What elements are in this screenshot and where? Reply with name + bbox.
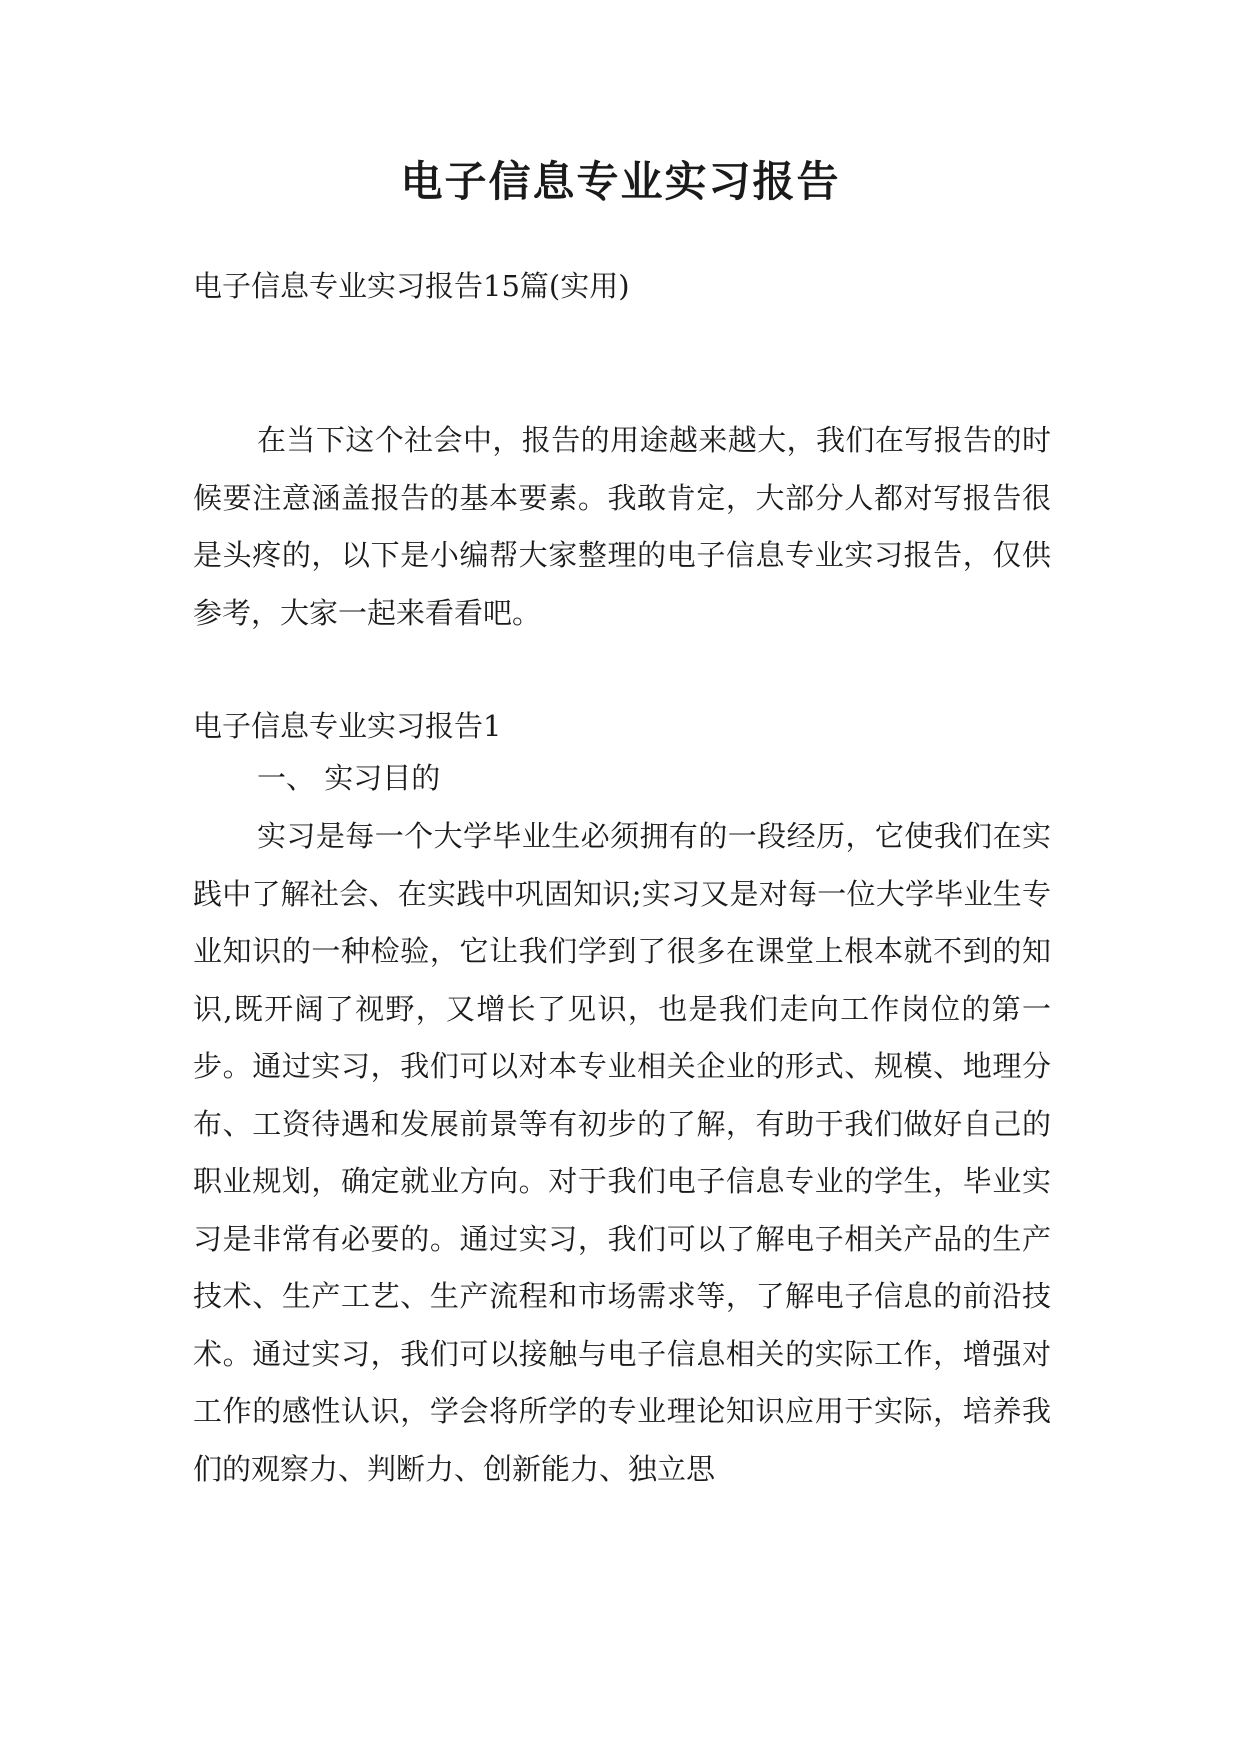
sub-heading: 一、 实习目的 [257,761,441,795]
document-title: 电子信息专业实习报告 [400,157,841,206]
body-paragraph: 实习是每一个大学毕业生必须拥有的一段经历，它使我们在实践中了解社会、在实践中巩固知识;实习又是对每一位大学毕业生专业知识的一种检验，它让我们学到了很多在课堂上根本就不到的知识,既开阔了视野，又增长了见识，也是我们走向工作岗位的第一步。通过实习，我们可以对本专业相关企业的形式、规模、地理分布、工资待遇和发展前景等有初步的了解，有助于我们做好自己的职业规划，确定就业方向。对于我们电子信息专业的学生，毕业实习是非常有必要的。通过实习，我们可以了解电子相关产品的生产技术、生产工艺、生产流程和市场需求等，了解电子信息的前沿技术。通过实习，我们可以接触与电子信息相关的实际工作，增强对工作的感性认识，学会将所学的专业理论知识应用于实际，培养我们的观察力、判断力、创新能力、独立思 [193,819,1051,1486]
document-subtitle: 电子信息专业实习报告15篇(实用) [193,269,630,303]
section-heading: 电子信息专业实习报告1 [193,709,502,743]
intro-paragraph: 在当下这个社会中，报告的用途越来越大，我们在写报告的时候要注意涵盖报告的基本要素。我敢肯定，大部分人都对写报告很是头疼的，以下是小编帮大家整理的电子信息专业实习报告，仅供参考，大家一起来看看吧。 [193,423,1051,630]
